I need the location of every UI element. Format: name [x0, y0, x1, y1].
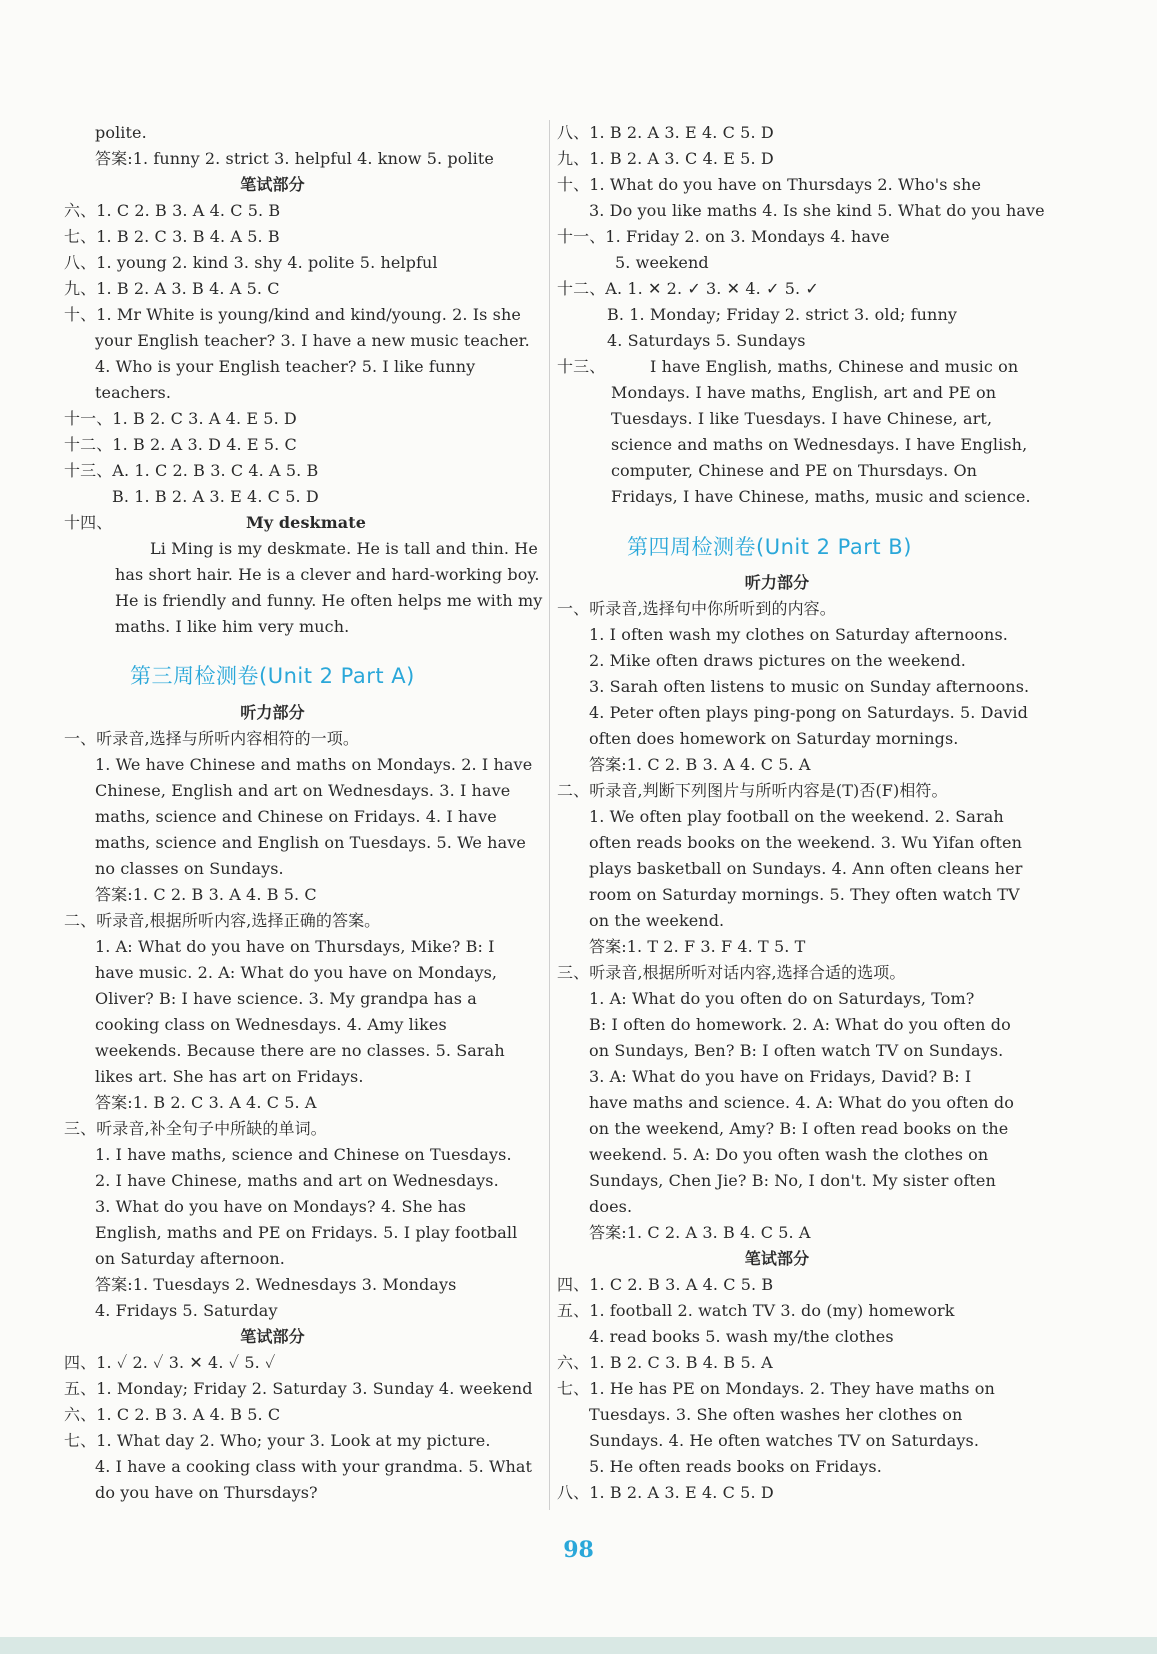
question-heading: 三、听录音,补全句子中所缺的单词。 — [64, 1119, 327, 1138]
text-line: Sundays, Chen Jie? B: No, I don't. My sister often — [589, 1171, 996, 1190]
text-line: Sundays. 4. He often watches TV on Saturdays. — [589, 1431, 980, 1450]
answer-line: 十三、 — [557, 357, 606, 376]
text-line: polite. — [95, 123, 147, 142]
question-heading: 一、听录音,选择句中你所听到的内容。 — [557, 599, 836, 618]
text-line: weekends. Because there are no classes. 5. Sarah — [95, 1041, 505, 1060]
answer-line: 七、1. What day 2. Who; your 3. Look at my picture. — [64, 1431, 491, 1450]
answer-line: 答案:1. B 2. C 3. A 4. C 5. A — [95, 1093, 317, 1112]
essay-line: computer, Chinese and PE on Thursdays. On — [611, 461, 978, 480]
answer-line: 4. Saturdays 5. Sundays — [607, 331, 806, 350]
section-heading: 笔试部分 — [240, 1327, 305, 1346]
answer-line: 答案:1. C 2. A 3. B 4. C 5. A — [589, 1223, 811, 1242]
text-line: 4. I have a cooking class with your grandma. 5. What — [95, 1457, 533, 1476]
answer-line: 答案:1. Tuesdays 2. Wednesdays 3. Mondays — [95, 1275, 457, 1294]
answer-line: 十二、A. 1. ✕ 2. ✓ 3. ✕ 4. ✓ 5. ✓ — [557, 279, 819, 298]
answer-line: 七、1. B 2. C 3. B 4. A 5. B — [64, 227, 280, 246]
section-title-week4: 第四周检测卷(Unit 2 Part B) — [627, 535, 912, 559]
answer-line: 十、1. What do you have on Thursdays 2. Who's she — [557, 175, 982, 194]
answer-line: 十二、1. B 2. A 3. D 4. E 5. C — [64, 435, 297, 454]
answer-line: 七、1. He has PE on Mondays. 2. They have maths on — [557, 1379, 995, 1398]
essay-title: My deskmate — [246, 513, 367, 532]
text-line: do you have on Thursdays? — [95, 1483, 318, 1502]
answer-line: 4. Fridays 5. Saturday — [95, 1301, 278, 1320]
answer-line: 九、1. B 2. A 3. B 4. A 5. C — [64, 279, 280, 298]
text-line: no classes on Sundays. — [95, 859, 284, 878]
answer-line: 答案:1. funny 2. strict 3. helpful 4. know 5. polite — [95, 149, 494, 168]
answer-line: 六、1. C 2. B 3. A 4. B 5. C — [64, 1405, 281, 1424]
text-line: room on Saturday mornings. 5. They often watch TV — [589, 885, 1020, 904]
text-line: 4. Peter often plays ping-pong on Saturdays. 5. David — [589, 703, 1028, 722]
answer-line: 八、1. B 2. A 3. E 4. C 5. D — [557, 123, 774, 142]
text-line: cooking class on Wednesdays. 4. Amy likes — [95, 1015, 447, 1034]
text-line: 4. Who is your English teacher? 5. I like funny — [95, 357, 476, 376]
essay-line: maths. I like him very much. — [115, 617, 350, 636]
text-line: often does homework on Saturday mornings. — [589, 729, 959, 748]
question-heading: 二、听录音,根据所听内容,选择正确的答案。 — [64, 911, 381, 930]
answer-line: B. 1. B 2. A 3. E 4. C 5. D — [112, 487, 319, 506]
answer-line: 八、1. young 2. kind 3. shy 4. polite 5. helpful — [64, 253, 438, 272]
text-line: English, maths and PE on Fridays. 5. I play football — [95, 1223, 518, 1242]
text-line: 1. We have Chinese and maths on Mondays. 2. I have — [95, 755, 533, 774]
text-line: often reads books on the weekend. 3. Wu Yifan often — [589, 833, 1023, 852]
text-line: 1. I often wash my clothes on Saturday afternoons. — [589, 625, 1008, 644]
text-line: on Sundays, Ben? B: I often watch TV on Sundays. — [589, 1041, 1004, 1060]
answer-line: 四、1. ✓ 2. ✓ 3. ✕ 4. ✓ 5. ✓ — [64, 1353, 276, 1372]
text-line: 1. We often play football on the weekend. 2. Sarah — [589, 807, 1004, 826]
page-number: 98 — [563, 1537, 594, 1563]
answer-line: 五、1. football 2. watch TV 3. do (my) homework — [557, 1301, 955, 1320]
essay-line: Mondays. I have maths, English, art and PE on — [611, 383, 997, 402]
text-line: 5. weekend — [615, 253, 709, 272]
text-line: 3. Sarah often listens to music on Sunday afternoons. — [589, 677, 1030, 696]
section-title-week3: 第三周检测卷(Unit 2 Part A) — [130, 664, 415, 688]
text-line: 1. I have maths, science and Chinese on Tuesdays. — [95, 1145, 512, 1164]
text-line: likes art. She has art on Fridays. — [95, 1067, 364, 1086]
text-line: on the weekend, Amy? B: I often read books on the — [589, 1119, 1009, 1138]
answer-line: 六、1. B 2. C 3. B 4. B 5. A — [557, 1353, 773, 1372]
answer-line: B. 1. Monday; Friday 2. strict 3. old; funny — [607, 305, 958, 324]
bottom-band — [0, 1637, 1157, 1654]
essay-line: science and maths on Wednesdays. I have English, — [611, 435, 1028, 454]
section-heading: 听力部分 — [240, 703, 305, 722]
text-line: on the weekend. — [589, 911, 725, 930]
essay-line: has short hair. He is a clever and hard-working boy. — [115, 565, 540, 584]
text-line: 3. Do you like maths 4. Is she kind 5. What do you have — [589, 201, 1045, 220]
answer-line: 4. read books 5. wash my/the clothes — [589, 1327, 894, 1346]
answer-line: 十四、 — [64, 513, 113, 532]
answer-line: 六、1. C 2. B 3. A 4. C 5. B — [64, 201, 281, 220]
question-heading: 一、听录音,选择与所听内容相符的一项。 — [64, 729, 359, 748]
text-line: 1. A: What do you have on Thursdays, Mike? B: I — [95, 937, 495, 956]
section-heading: 听力部分 — [744, 573, 810, 592]
answer-line: 答案:1. C 2. B 3. A 4. C 5. A — [589, 755, 811, 774]
answer-line: 答案:1. T 2. F 3. F 4. T 5. T — [589, 937, 806, 956]
text-line: maths, science and English on Tuesdays. 5. We have — [95, 833, 526, 852]
answer-line: 十、1. Mr White is young/kind and kind/young. 2. Is she — [64, 305, 521, 324]
essay-line: Li Ming is my deskmate. He is tall and thin. He — [150, 539, 538, 558]
section-heading: 笔试部分 — [744, 1249, 810, 1268]
text-line: your English teacher? 3. I have a new music teacher. — [95, 331, 530, 350]
answer-line: 十一、1. Friday 2. on 3. Mondays 4. have — [557, 227, 890, 246]
essay-line: He is friendly and funny. He often helps me with my — [115, 591, 543, 610]
text-line: 2. I have Chinese, maths and art on Wednesdays. — [95, 1171, 499, 1190]
essay-line: Tuesdays. I like Tuesdays. I have Chinese, art, — [611, 409, 993, 428]
column-divider — [549, 120, 550, 1510]
text-line: 3. A: What do you have on Fridays, David? B: I — [589, 1067, 972, 1086]
text-line: Tuesdays. 3. She often washes her clothes on — [589, 1405, 963, 1424]
text-line: B: I often do homework. 2. A: What do you often do — [589, 1015, 1011, 1034]
essay-line: Fridays, I have Chinese, maths, music and science. — [611, 487, 1031, 506]
answer-line: 九、1. B 2. A 3. C 4. E 5. D — [557, 149, 774, 168]
text-line: weekend. 5. A: Do you often wash the clothes on — [589, 1145, 989, 1164]
text-line: maths, science and Chinese on Fridays. 4. I have — [95, 807, 497, 826]
answer-line: 八、1. B 2. A 3. E 4. C 5. D — [557, 1483, 774, 1502]
essay-line: I have English, maths, Chinese and music on — [650, 357, 1019, 376]
question-heading: 二、听录音,判断下列图片与所听内容是(T)否(F)相符。 — [557, 781, 948, 800]
text-line: Chinese, English and art on Wednesdays. 3. I have — [95, 781, 511, 800]
text-line: have maths and science. 4. A: What do you often do — [589, 1093, 1014, 1112]
text-line: 1. A: What do you often do on Saturdays, Tom? — [589, 989, 975, 1008]
answer-line: 答案:1. C 2. B 3. A 4. B 5. C — [95, 885, 317, 904]
text-line: Oliver? B: I have science. 3. My grandpa has a — [95, 989, 477, 1008]
answer-line: 五、1. Monday; Friday 2. Saturday 3. Sunday 4. weekend — [64, 1379, 533, 1398]
text-line: 5. He often reads books on Fridays. — [589, 1457, 882, 1476]
answer-line: 四、1. C 2. B 3. A 4. C 5. B — [557, 1275, 774, 1294]
text-line: teachers. — [95, 383, 172, 402]
text-line: have music. 2. A: What do you have on Mondays, — [95, 963, 498, 982]
text-line: 2. Mike often draws pictures on the weekend. — [589, 651, 966, 670]
question-heading: 三、听录音,根据所听对话内容,选择合适的选项。 — [557, 963, 906, 982]
text-line: does. — [589, 1197, 633, 1216]
section-heading: 笔试部分 — [240, 175, 305, 194]
answer-line: 十三、A. 1. C 2. B 3. C 4. A 5. B — [64, 461, 319, 480]
text-line: plays basketball on Sundays. 4. Ann often cleans her — [589, 859, 1023, 878]
answer-line: 十一、1. B 2. C 3. A 4. E 5. D — [64, 409, 297, 428]
text-line: 3. What do you have on Mondays? 4. She has — [95, 1197, 467, 1216]
text-line: on Saturday afternoon. — [95, 1249, 285, 1268]
